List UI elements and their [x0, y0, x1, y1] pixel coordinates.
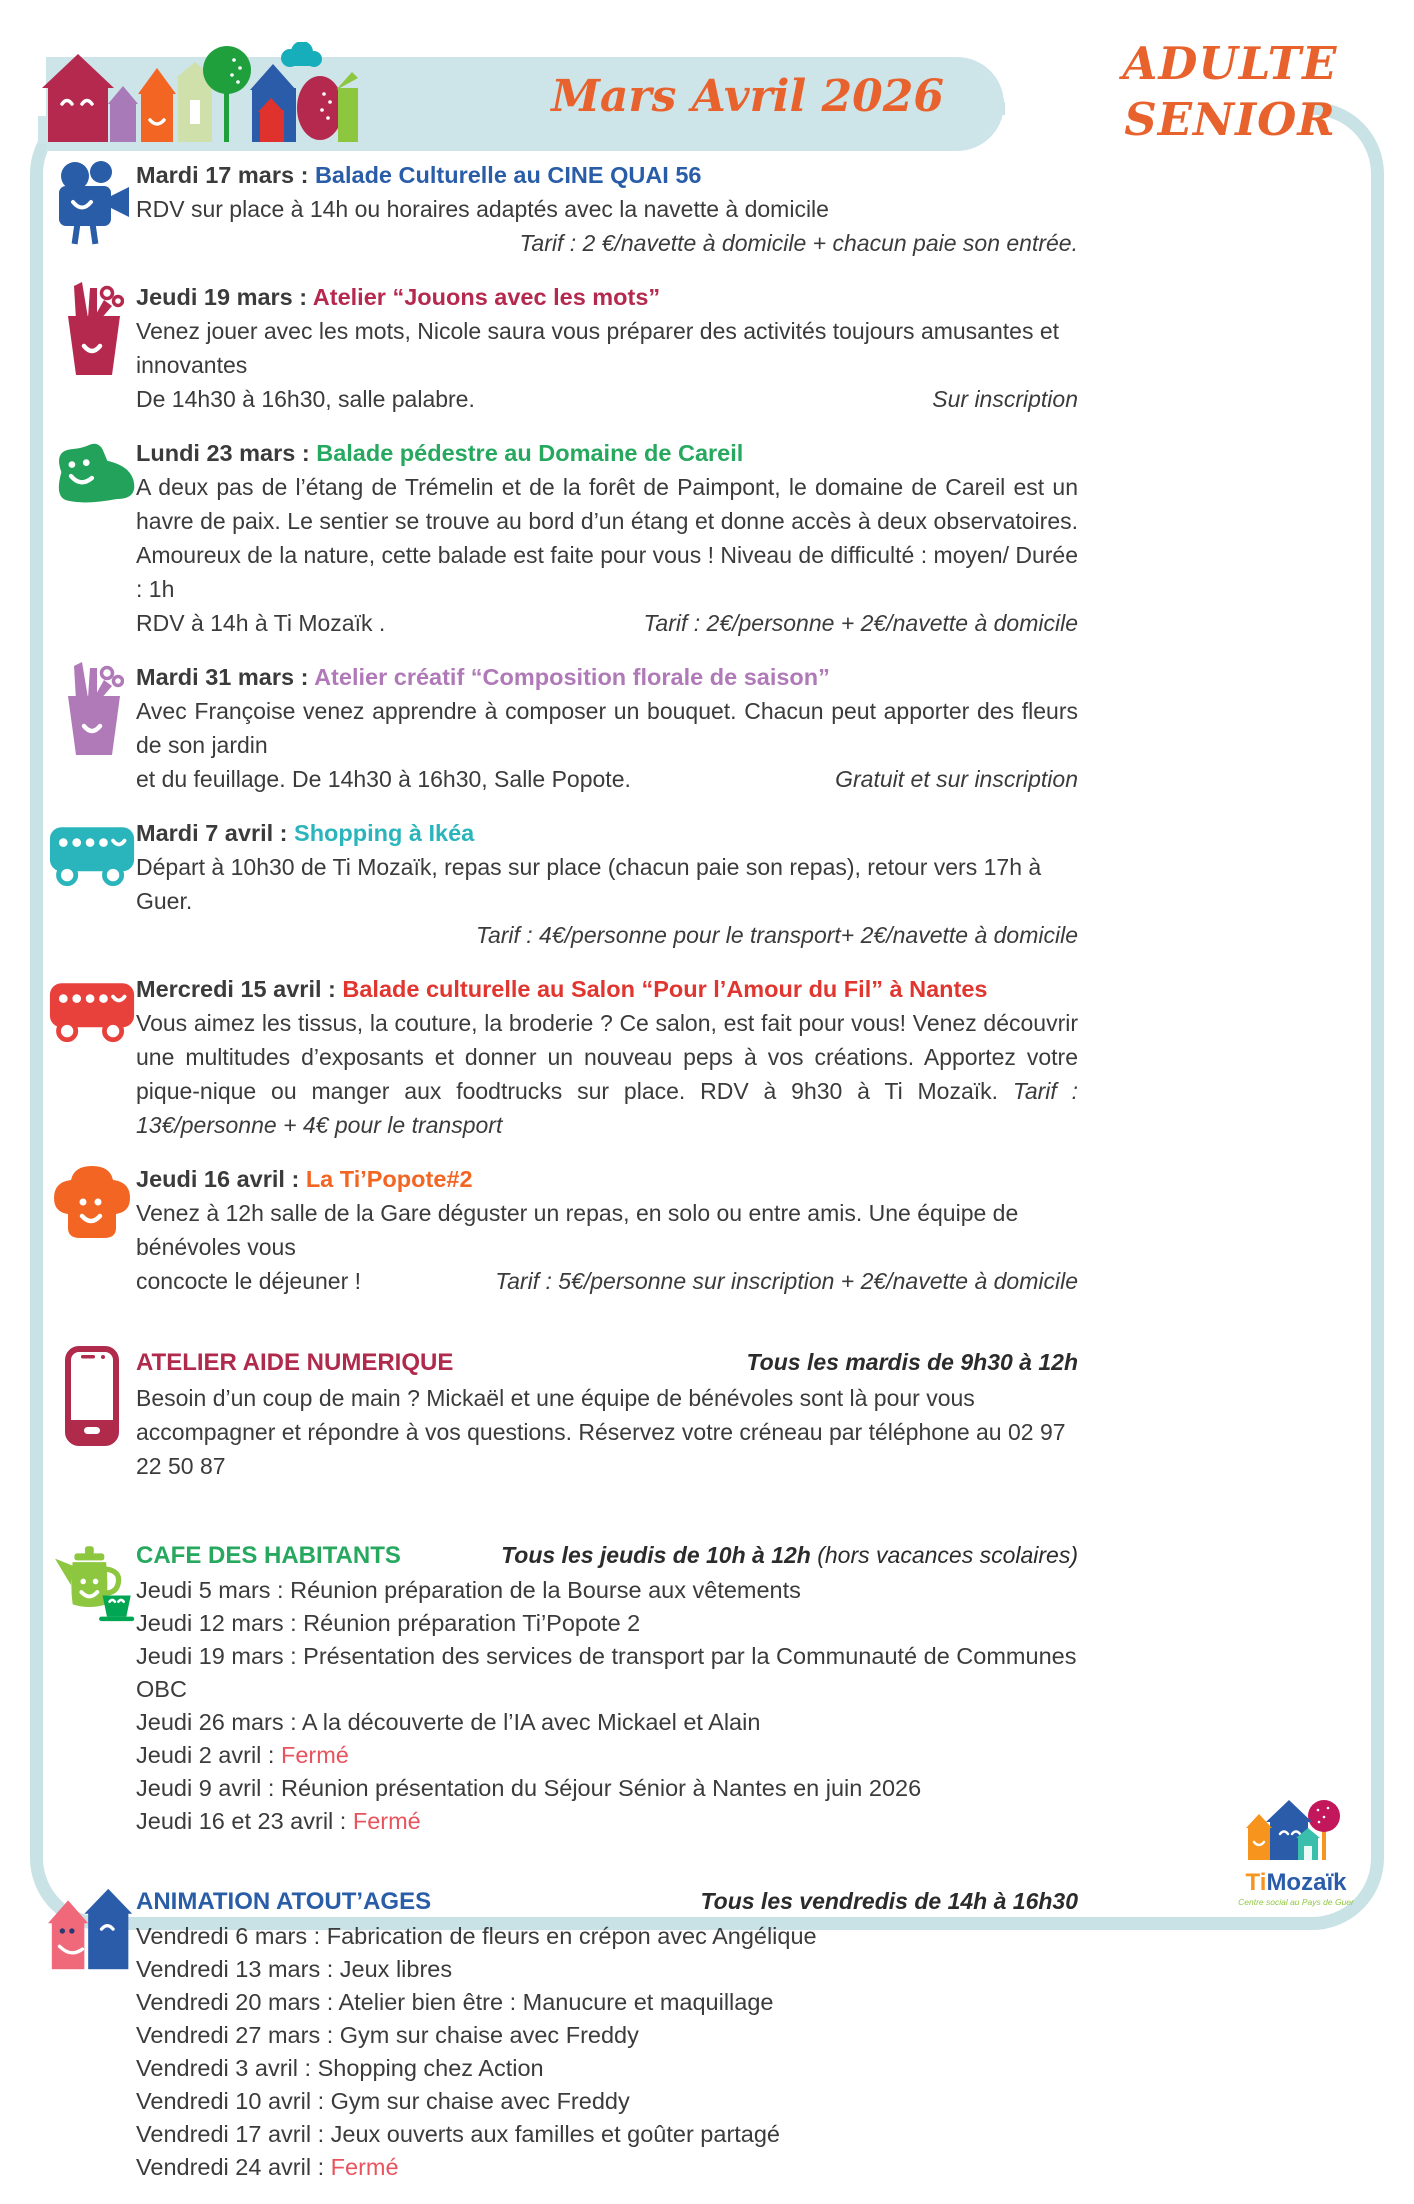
item-status: Fermé — [280, 1742, 349, 1768]
event-date: Mardi 17 mars : — [136, 162, 309, 188]
event-salon-amour-du-fil — [48, 972, 1078, 1142]
logo-tagline: Centre social au Pays de Guer — [1238, 1897, 1354, 1907]
program-cafe-des-habitants — [48, 1537, 1078, 1838]
event-title: Balade pédestre au Domaine de Careil — [316, 440, 744, 466]
event-date: Mardi 31 mars : — [136, 664, 309, 690]
list-item — [136, 2085, 1078, 2118]
list-item — [136, 1920, 1078, 1953]
program-item-list — [136, 1920, 1078, 2184]
event-description-end: concocte le déjeuner ! — [136, 1268, 362, 1294]
item-text: Vendredi 17 avril : Jeux ouverts aux familles et goûter partagé — [136, 2121, 781, 2147]
event-date: Jeudi 16 avril : — [136, 1166, 300, 1192]
craft-cup-icon — [60, 282, 124, 377]
program-header — [136, 1883, 1078, 1920]
event-title-line — [136, 436, 1078, 470]
event-title-line — [136, 972, 1078, 1006]
item-text: Vendredi 13 mars : Jeux libres — [136, 1956, 453, 1982]
event-note: Gratuit et sur inscription — [835, 766, 1078, 792]
event-schedule: De 14h30 à 16h30, salle palabre. — [136, 386, 475, 412]
event-detail-row — [136, 762, 1078, 796]
program-name: ANIMATION ATOUT’AGES — [136, 1888, 432, 1915]
event-note: Tarif : 2€/personne + 2€/navette à domicile — [643, 610, 1078, 636]
logo-name-ti: Ti — [1245, 1869, 1267, 1896]
event-title-line — [136, 280, 1078, 314]
event-note: Sur inscription — [932, 386, 1078, 412]
event-meeting-point: RDV à 14h à Ti Mozaïk . — [136, 610, 386, 636]
list-item — [136, 1953, 1078, 1986]
period-title: Mars Avril 2026 — [551, 71, 944, 122]
list-item — [136, 2151, 1078, 2184]
item-text: Vendredi 6 mars : Fabrication de fleurs en crépon avec Angélique — [136, 1923, 817, 1949]
header-houses-illustration — [38, 42, 358, 155]
program-header — [136, 1537, 1078, 1574]
event-balade-careil — [48, 436, 1078, 640]
event-description: Avec Françoise venez apprendre à composer un bouquet. Chacun peut apporter des fleurs de son jardin — [136, 698, 1078, 758]
list-item — [136, 1607, 1078, 1640]
event-composition-florale — [48, 660, 1078, 796]
event-title: Atelier créatif “Composition florale de saison” — [314, 664, 830, 690]
event-title-line — [136, 158, 1078, 192]
event-title: La Ti’Popote#2 — [305, 1166, 473, 1192]
audience-line2: SENIOR — [1124, 93, 1336, 146]
timozaik-logo — [1234, 1796, 1358, 1907]
coffee-pot-icon — [48, 1539, 136, 1631]
program-schedule: Tous les vendredis de 14h à 16h30 — [700, 1888, 1078, 1914]
craft-cup-icon — [60, 662, 124, 757]
event-title: Balade Culturelle au CINE QUAI 56 — [314, 162, 702, 188]
program-animation-atoutages — [48, 1883, 1078, 2184]
program-schedule: Tous les mardis de 9h30 à 12h — [746, 1349, 1078, 1375]
logo-name-mozaik: Mozaïk — [1266, 1869, 1347, 1896]
event-detail-row — [136, 1264, 1078, 1298]
movie-camera-icon — [53, 160, 131, 252]
event-tarif: Tarif : 4€/personne pour le transport+ 2€/navette à domicile — [476, 922, 1078, 948]
list-item — [136, 1739, 1078, 1772]
program-schedule-bold: Tous les jeudis de 10h à 12h — [501, 1542, 811, 1568]
event-tarif: Tarif : 2 €/navette à domicile + chacun paie son entrée. — [519, 230, 1078, 256]
event-title: Atelier “Jouons avec les mots” — [312, 284, 661, 310]
audience-title — [1095, 36, 1365, 148]
program-schedule-note: (hors vacances scolaires) — [817, 1542, 1078, 1568]
list-item — [136, 1574, 1078, 1607]
audience-line1: ADULTE — [1122, 37, 1338, 90]
program-schedule — [501, 1537, 1078, 1573]
event-title: Shopping à Ikéa — [294, 820, 475, 846]
event-description: RDV sur place à 14h ou horaires adaptés avec la navette à domicile — [136, 196, 829, 222]
program-aide-numerique — [48, 1344, 1078, 1483]
event-description: A deux pas de l’étang de Trémelin et de la forêt de Paimpont, le domaine de Careil est un havre de paix. Le sentier se trouve au bord d’un étang et donne accès à deux observatoires. Amoureux de la nature, cette balade est faite pour vous ! Niveau de difficulté : moyen/ Durée : 1h — [136, 474, 1078, 602]
event-detail-row — [136, 382, 1078, 416]
smartphone-icon — [64, 1346, 120, 1446]
logo-name — [1234, 1871, 1358, 1895]
program-name: ATELIER AIDE NUMERIQUE — [136, 1349, 454, 1376]
item-text: Vendredi 3 avril : Shopping chez Action — [136, 2055, 544, 2081]
event-jouons-avec-les-mots — [48, 280, 1078, 416]
event-date: Lundi 23 mars : — [136, 440, 310, 466]
event-description-text: Vous aimez les tissus, la couture, la broderie ? Ce salon, est fait pour vous! Venez découvrir une multitudes d’exposants et donner un nouveau peps à vos créations. Apportez votre pique-nique ou manger aux foodtrucks sur place. RDV à 9h30 à Ti Mozaïk. — [136, 1010, 1078, 1104]
program-item-list — [136, 1574, 1078, 1838]
event-shopping-ikea — [48, 816, 1078, 952]
item-text: Vendredi 10 avril : Gym sur chaise avec Freddy — [136, 2088, 630, 2114]
event-description: Départ à 10h30 de Ti Mozaïk, repas sur place (chacun paie son repas), retour vers 17h à Guer. — [136, 854, 1042, 914]
item-text: Jeudi 9 avril : Réunion présentation du Séjour Sénior à Nantes en juin 2026 — [136, 1775, 922, 1801]
program-header — [136, 1344, 1078, 1381]
bus-icon — [48, 818, 136, 892]
events-list — [48, 158, 1078, 2204]
event-schedule: et du feuillage. De 14h30 à 16h30, Salle Popote. — [136, 766, 631, 792]
event-title-line — [136, 660, 1078, 694]
timozaik-logo-illustration — [1244, 1796, 1348, 1866]
event-date: Mardi 7 avril : — [136, 820, 288, 846]
event-date: Mercredi 15 avril : — [136, 976, 336, 1002]
event-title: Balade culturelle au Salon “Pour l’Amour du Fil” à Nantes — [342, 976, 988, 1002]
list-item — [136, 2118, 1078, 2151]
item-text: Vendredi 20 mars : Atelier bien être : Manucure et maquillage — [136, 1989, 774, 2015]
program-name: CAFE DES HABITANTS — [136, 1542, 401, 1569]
event-cine-quai — [48, 158, 1078, 260]
walking-shoe-icon — [48, 438, 136, 516]
list-item — [136, 1640, 1078, 1706]
list-item — [136, 1986, 1078, 2019]
list-item — [136, 1706, 1078, 1739]
event-description: Venez jouer avec les mots, Nicole saura vous préparer des activités toujours amusantes et innovantes — [136, 318, 1060, 378]
event-tarif-inline: Tarif : 13€/personne + 4€ pour le transport — [136, 1078, 1078, 1138]
item-text: Jeudi 12 mars : Réunion préparation Ti’Popote 2 — [136, 1610, 641, 1636]
houses-icon — [48, 1885, 136, 1975]
item-status: Fermé — [330, 2154, 399, 2180]
item-text: Jeudi 26 mars : A la découverte de l’IA avec Mickael et Alain — [136, 1709, 761, 1735]
event-description: Venez à 12h salle de la Gare déguster un repas, en solo ou entre amis. Une équipe de bénévoles vous — [136, 1200, 1019, 1260]
chef-hat-icon — [50, 1164, 134, 1244]
item-text: Jeudi 19 mars : Présentation des services de transport par la Communauté de Communes OBC — [136, 1643, 1077, 1702]
event-ti-popote — [48, 1162, 1078, 1298]
bus-icon — [48, 974, 136, 1048]
list-item — [136, 2019, 1078, 2052]
event-description — [136, 1006, 1078, 1142]
list-item — [136, 1772, 1078, 1805]
item-text: Jeudi 2 avril : — [136, 1742, 281, 1768]
item-text: Jeudi 5 mars : Réunion préparation de la Bourse aux vêtements — [136, 1577, 801, 1603]
item-text: Jeudi 16 et 23 avril : — [136, 1808, 353, 1834]
item-text: Vendredi 24 avril : — [136, 2154, 331, 2180]
list-item — [136, 1805, 1078, 1838]
event-note: Tarif : 5€/personne sur inscription + 2€/navette à domicile — [495, 1268, 1078, 1294]
program-description: Besoin d’un coup de main ? Mickaël et une équipe de bénévoles sont là pour vous accompagner et répondre à vos questions. Réservez votre créneau par téléphone au 02 97 22 50 87 — [136, 1385, 1066, 1479]
event-detail-row — [136, 606, 1078, 640]
event-title-line — [136, 1162, 1078, 1196]
item-status: Fermé — [352, 1808, 421, 1834]
event-title-line — [136, 816, 1078, 850]
event-date: Jeudi 19 mars : — [136, 284, 308, 310]
list-item — [136, 2052, 1078, 2085]
item-text: Vendredi 27 mars : Gym sur chaise avec Freddy — [136, 2022, 639, 2048]
